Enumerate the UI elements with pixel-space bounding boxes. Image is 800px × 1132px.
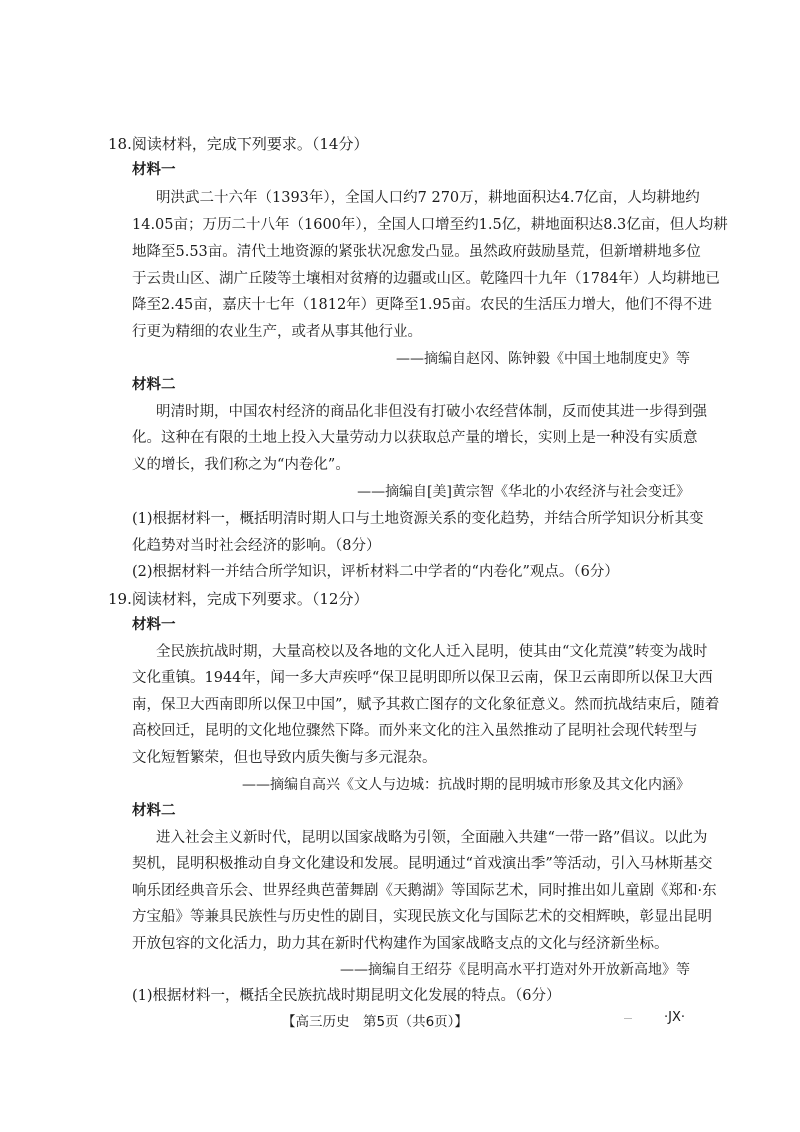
q19-m1-line: 文化短暂繁荣，但也导致内质失衡与多元混杂。 — [132, 750, 437, 766]
q18-title: 18.阅读材料，完成下列要求。（14分） — [108, 135, 369, 153]
q18-sub1-line: (1)根据材料一，概括明清时期人口与土地资源关系的变化趋势，并结合所学知识分析其变 — [132, 511, 704, 527]
q19-material2-label: 材料二 — [132, 803, 176, 819]
q18-m1-line: 明洪武二十六年（1393年），全国人口约7 270万，耕地面积达4.7亿亩，人均耕地约 — [156, 190, 700, 206]
q18-material2-label: 材料二 — [132, 377, 176, 393]
q19-m2-line: 响乐团经典音乐会、世界经典芭蕾舞剧《天鹅湖》等国际艺术，同时推出如儿童剧《郑和·东 — [132, 883, 717, 899]
q19-m1-line: 文化重镇。1944年，闻一多大声疾呼“保卫昆明即所以保卫云南，保卫云南即所以保卫大西 — [132, 670, 713, 686]
q19-sub1: (1)根据材料一，概括全民族抗战时期昆明文化发展的特点。（6分） — [132, 988, 561, 1004]
q19-m2-line: 进入社会主义新时代，昆明以国家战略为引领，全面融入共建“一带一路”倡议。以此为 — [156, 830, 708, 846]
q19-m1-line: 全民族抗战时期，大量高校以及各地的文化人迁入昆明，使其由“文化荒漠”转变为战时 — [156, 644, 708, 660]
q19-m2-line: 开放包容的文化活力，助力其在新时代构建作为国家战略支点的文化与经济新坐标。 — [132, 936, 669, 952]
q18-m1-source: ——摘编自赵冈、陈钟毅《中国土地制度史》等 — [396, 351, 690, 367]
q18-sub2: (2)根据材料一并结合所学知识，评析材料二中学者的“内卷化”观点。（6分） — [132, 564, 619, 580]
q18-material1-label: 材料一 — [132, 162, 176, 178]
scan-mark — [624, 1018, 632, 1019]
q18-m1-line: 地降至5.53亩。清代土地资源的紧张状况愈发凸显。虽然政府鼓励垦荒，但新增耕地多位 — [132, 244, 701, 260]
q18-m2-line: 义的增长，我们称之为“内卷化”。 — [132, 457, 350, 473]
q18-m2-source: ——摘编自[美]黄宗智《华北的小农经济与社会变迁》 — [357, 484, 690, 500]
q19-m2-source: ——摘编自王绍芬《昆明高水平打造对外开放新高地》等 — [340, 962, 690, 978]
q19-material1-label: 材料一 — [132, 617, 176, 633]
q19-title: 19.阅读材料，完成下列要求。（12分） — [108, 590, 369, 608]
region-code: ·JX· — [664, 1010, 686, 1025]
q19-m1-source: ——摘编自高兴《文人与边城：抗战时期的昆明城市形象及其文化内涵》 — [242, 777, 690, 793]
q19-m1-line: 南，保卫大西南即所以保卫中国”，赋予其救亡图存的文化象征意义。然而抗战结束后，随着 — [132, 697, 720, 713]
q18-m1-line: 行更为精细的农业生产，或者从事其他行业。 — [132, 324, 422, 340]
q18-m1-line: 于云贵山区、湖广丘陵等土壤相对贫瘠的边疆或山区。乾隆四十九年（1784年）人均耕地已 — [132, 271, 720, 287]
q19-m2-line: 契机，昆明积极推动自身文化建设和发展。昆明通过“首戏演出季”等活动，引入马林斯基交 — [132, 856, 713, 872]
page-footer: 【高三历史 第5页（共6页）】 — [282, 1014, 468, 1030]
q18-m2-line: 化。这种在有限的土地上投入大量劳动力以获取总产量的增长，实则上是一种没有实质意 — [132, 430, 698, 446]
q18-m1-line: 降至2.45亩，嘉庆十七年（1812年）更降至1.95亩。农民的生活压力增大，他们不得不进 — [132, 297, 712, 313]
q19-m2-line: 方宝船》等兼具民族性与历史性的剧目，实现民族文化与国际艺术的交相辉映，彰显出昆明 — [132, 909, 712, 925]
q19-m1-line: 高校回迁，昆明的文化地位骤然下降。而外来文化的注入虽然推动了昆明社会现代转型与 — [132, 723, 698, 739]
q18-m2-line: 明清时期，中国农村经济的商品化非但没有打破小农经营体制，反而使其进一步得到强 — [156, 404, 707, 420]
q18-m1-line: 14.05亩；万历二十八年（1600年），全国人口增至约1.5亿，耕地面积达8.3亿亩，但人均耕 — [132, 217, 728, 233]
q18-sub1-line: 化趋势对当时社会经济的影响。（8分） — [132, 538, 381, 554]
